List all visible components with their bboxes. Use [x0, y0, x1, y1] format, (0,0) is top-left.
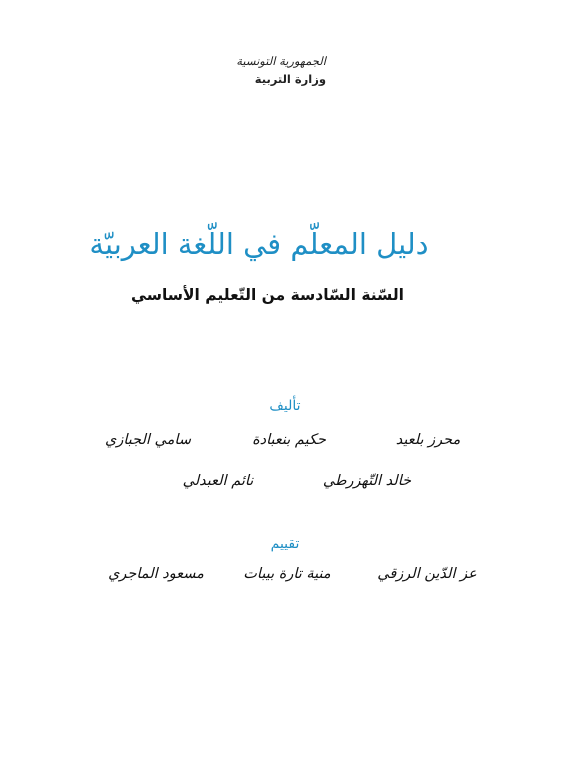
- author-name: محرز بلعيد: [395, 432, 461, 448]
- author-name: نائم العبدلي: [182, 473, 254, 489]
- reviewer-name: مسعود الماجري: [108, 566, 204, 582]
- republic-label: الجمهورية التونسية: [236, 54, 326, 68]
- page-title: دليل المعلّم في اللّغة العربيّة: [89, 227, 429, 261]
- authors-heading: تأليف: [269, 398, 301, 414]
- reviewer-name: عز الدّين الرزقي: [377, 566, 477, 582]
- author-name: خالد التّهزرطي: [322, 473, 412, 489]
- ministry-label: وزارة التربية: [254, 72, 326, 86]
- reviewers-heading: تقييم: [270, 536, 300, 552]
- author-name: سامي الجبازي: [105, 432, 191, 448]
- reviewer-name: منية تارة بيبات: [243, 566, 331, 582]
- page-subtitle: السّنة السّادسة من التّعليم الأساسي: [131, 286, 404, 304]
- author-name: حكيم بنعبادة: [252, 432, 326, 448]
